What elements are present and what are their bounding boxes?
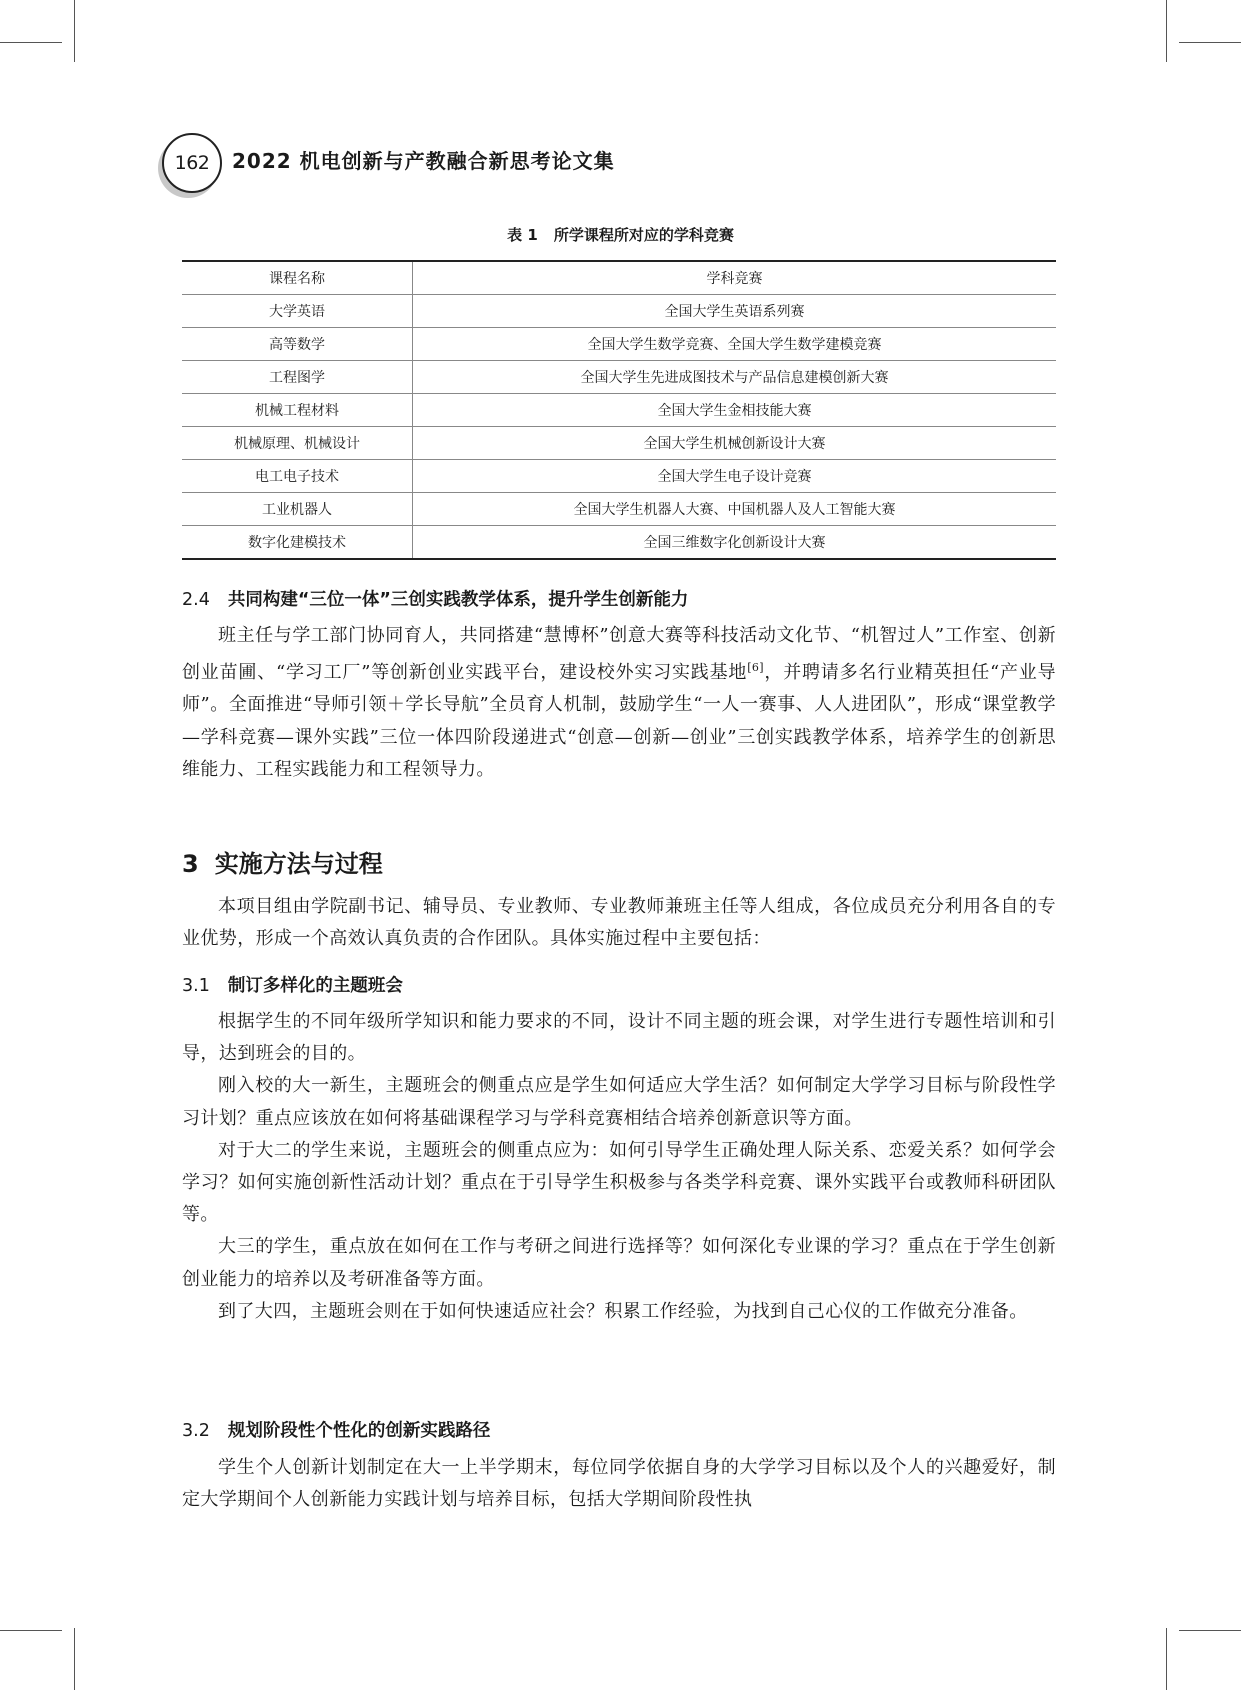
paragraph: 根据学生的不同年级所学知识和能力要求的不同，设计不同主题的班会课，对学生进行专题性培训和引导，达到班会的目的。 (182, 1011, 1056, 1065)
section-number: 3.1 (182, 976, 210, 996)
table-caption-text: 所学课程所对应的学科竞赛 (553, 226, 734, 244)
table-cell: 电工电子技术 (182, 460, 413, 493)
table-header-row (182, 261, 1056, 295)
section-2-4-paragraph (182, 620, 1056, 786)
table-cell: 机械工程材料 (182, 394, 413, 427)
crop-mark (74, 0, 75, 62)
page-number-badge (162, 133, 222, 193)
table-row (182, 295, 1056, 328)
table-cell: 全国大学生先进成图技术与产品信息建模创新大赛 (413, 361, 1057, 394)
table-header-cell: 学科竞赛 (413, 261, 1057, 295)
section-3-heading (182, 844, 1056, 879)
section-number: 3 (182, 850, 199, 878)
table-cell: 全国大学生机器人大赛、中国机器人及人工智能大赛 (413, 493, 1057, 526)
section-number: 3.2 (182, 1421, 210, 1441)
section-3-2-paragraph: 学生个人创新计划制定在大一上半学期末，每位同学依据自身的大学学习目标以及个人的兴趣爱好，制定大学期间个人创新能力实践计划与培养目标，包括大学期间阶段性执 (182, 1457, 1056, 1511)
table-cell: 大学英语 (182, 295, 413, 328)
table-cell: 全国大学生电子设计竞赛 (413, 460, 1057, 493)
table-cell: 全国大学生英语系列赛 (413, 295, 1057, 328)
table-cell: 工程图学 (182, 361, 413, 394)
table-cell: 全国大学生金相技能大赛 (413, 394, 1057, 427)
table-row (182, 361, 1056, 394)
section-3-paragraph: 本项目组由学院副书记、辅导员、专业教师、专业教师兼班主任等人组成，各位成员充分利用各自的专业优势，形成一个高效认真负责的合作团队。具体实施过程中主要包括： (182, 896, 1056, 950)
crop-mark (1166, 1628, 1167, 1690)
paragraph: 到了大四，主题班会则在于如何快速适应社会？积累工作经验，为找到自己心仪的工作做充分准备。 (218, 1300, 1028, 1322)
section-title: 制订多样化的主题班会 (227, 976, 403, 996)
table-row (182, 493, 1056, 526)
section-3-1-body (182, 1006, 1056, 1328)
page-number: 162 (174, 152, 210, 174)
table-row (182, 328, 1056, 361)
section-3-2-heading (182, 1417, 1056, 1442)
table-cell: 全国大学生数学竞赛、全国大学生数学建模竞赛 (413, 328, 1057, 361)
section-2-4-heading (182, 586, 1056, 611)
section-3-1-heading (182, 972, 1056, 997)
table-row (182, 526, 1056, 560)
section-number: 2.4 (182, 590, 210, 610)
section-title: 实施方法与过程 (214, 850, 383, 878)
section-title: 共同构建“三位一体”三创实践教学体系，提升学生创新能力 (227, 590, 689, 610)
table-row (182, 427, 1056, 460)
paragraph: 刚入校的大一新生，主题班会的侧重点应是学生如何适应大学生活？如何制定大学学习目标与阶段性学习计划？重点应该放在如何将基础课程学习与学科竞赛相结合培养创新意识等方面。 (182, 1075, 1056, 1129)
table-cell: 数字化建模技术 (182, 526, 413, 560)
course-competition-table (182, 260, 1056, 560)
running-title: 2022 机电创新与产教融合新思考论文集 (232, 149, 615, 173)
paragraph-text: 班主任与学工部门协同育人，共同搭建“慧博杯”创意大赛等科技活动文化节、“机智过人”工作室、创新创业苗圃、“学习工厂”等创新创业实践平台，建设校外实习实践基地 (182, 625, 1056, 684)
paragraph: 大三的学生，重点放在如何在工作与考研之间进行选择等？如何深化专业课的学习？重点在于学生创新创业能力的培养以及考研准备等方面。 (182, 1236, 1056, 1290)
crop-mark (1166, 0, 1167, 62)
paragraph-text: ，并聘请多名行业精英担任“产业导师”。全面推进“导师引领＋学长导航”全员育人机制，鼓励学生“一人一赛事、人人进团队”，形成“课堂教学—学科竞赛—课外实践”三位一体四阶段递进式“创意—创新—创业”三创实践教学体系，培养学生的创新思维能力、工程实践能力和工程领导力。 (182, 662, 1056, 780)
table-cell: 工业机器人 (182, 493, 413, 526)
table-caption-number: 表 1 (507, 226, 538, 244)
table-row (182, 394, 1056, 427)
crop-mark (0, 1630, 62, 1631)
table-row (182, 460, 1056, 493)
section-title: 规划阶段性个性化的创新实践路径 (227, 1421, 491, 1441)
table-cell: 全国大学生机械创新设计大赛 (413, 427, 1057, 460)
crop-mark (1179, 1630, 1241, 1631)
table-cell: 高等数学 (182, 328, 413, 361)
table-cell: 机械原理、机械设计 (182, 427, 413, 460)
paragraph: 对于大二的学生来说，主题班会的侧重点应为：如何引导学生正确处理人际关系、恋爱关系？如何学会学习？如何实施创新性活动计划？重点在于引导学生积极参与各类学科竞赛、课外实践平台或教师科研团队等。 (182, 1139, 1056, 1226)
table-caption (0, 224, 1241, 245)
table-cell: 全国三维数字化创新设计大赛 (413, 526, 1057, 560)
crop-mark (74, 1628, 75, 1690)
table-header-cell: 课程名称 (182, 261, 413, 295)
crop-mark (1179, 42, 1241, 43)
crop-mark (0, 42, 62, 43)
citation: [6] (747, 661, 764, 675)
